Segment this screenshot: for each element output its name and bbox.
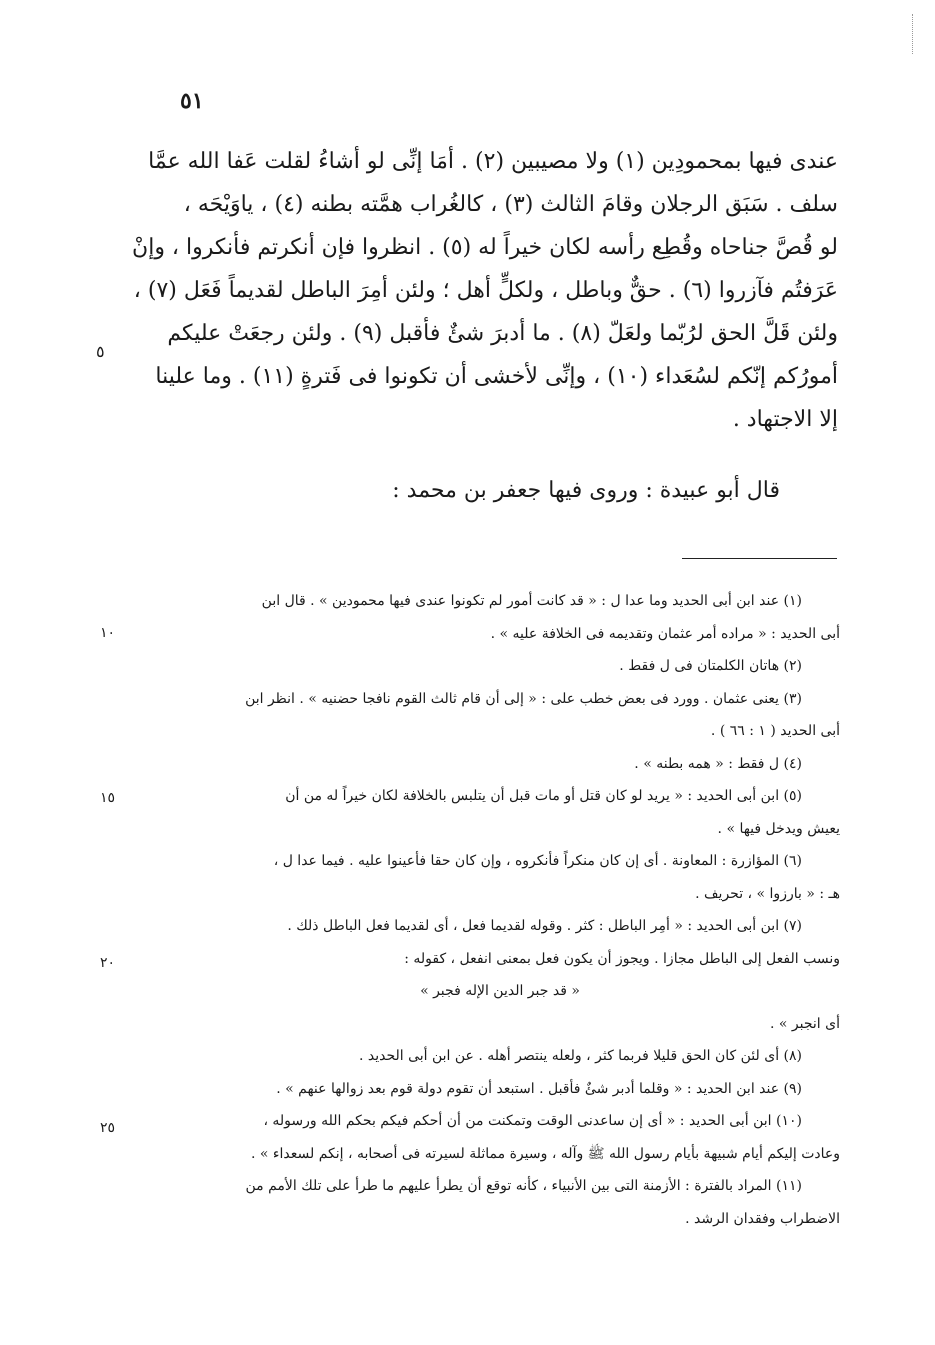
footnote-line: (٧) ابن أبى الحديد : « أمِر الباطل : كثر . وقوله لقديما فعل ، أى لقديما فعل الباطل ذلك . — [287, 918, 802, 934]
margin-line-number: ٥ — [96, 342, 105, 361]
footnote-line: أبى الحديد : « مراده أمر عثمان وتقديمه فى الخلافة عليه » . — [490, 625, 840, 642]
footnote-line: وعادت إليكم أيام شبيهة بأيام رسول الله ﷺ وآله ، وسيرة مماثلة لسيرته فى أصحابه ، إنكم لسعداء » . — [251, 1145, 840, 1162]
main-text-line: سلف . سَبَق الرجلان وقامَ الثالث (٣) ، كالغُراب همَّته بطنه (٤) ، ياوَيْحَه ، — [183, 192, 838, 217]
scan-mark — [912, 14, 915, 54]
main-text-line: لو قُصَّ جناحاه وقُطِع رأسه لكان خيراً له (٥) . انظروا فإن أنكرتم فأنكروا ، وإنْ — [132, 235, 838, 260]
closing-line: قال أبو عبيدة : وروى فيها جعفر بن محمد : — [392, 478, 780, 503]
margin-line-number: ٢٠ — [100, 955, 116, 971]
footnote-line: (٥) ابن أبى الحديد : « يريد لو كان قتل أو مات قبل أن يتلبس بالخلافة لكان خيراً له من أن — [285, 788, 802, 804]
footnote-line: (٩) عند ابن الحديد : « وقلما أدبر شئٌ فأقبل . استبعد أن تقوم دولة قوم بعد زوالها عنهم » . — [276, 1080, 802, 1097]
footnote-line: يعيش ويدخل فيها » . — [717, 820, 840, 837]
margin-line-number: ١٠ — [100, 625, 116, 641]
footnote-line: (٦) المؤازرة : المعاونة . أى إن كان منكراً فأنكروه ، وإن كان حقا فأعينوا عليه . فيما عدا ل ، — [273, 853, 802, 869]
footnote-line: الاضطراب وفقدان الرشد . — [685, 1210, 840, 1227]
margin-line-number: ١٥ — [100, 790, 116, 806]
footnote-line: أبى الحديد ( ١ : ٦٦ ) . — [710, 723, 840, 739]
footnote-separator — [682, 558, 837, 559]
footnote-line: (٨) أى لئن كان الحق قليلا فربما كثر ، ولعله ينتصر أهله . عن ابن أبى الحديد . — [358, 1048, 802, 1064]
footnote-line: (٤) ل فقط : « همه بطنه » . — [634, 755, 802, 772]
footnotes — [160, 585, 840, 1235]
main-text-line: عَرَفتُم فآزروا (٦) . حقٌّ وباطل ، ولكلٍّ أهل ؛ ولئن أمِرَ الباطل لقديماً فَعَل (٧) ، — [133, 278, 838, 303]
footnote-line: (١) عند ابن أبى الحديد وما عدا ل : « قد كانت أمور لم تكونوا عندى فيها محمودين » . قال ابن — [261, 593, 802, 609]
footnote-line: (١٠) ابن أبى الحديد : « أى إن ساعدنى الوقت وتمكنت من أن أحكم فيكم بحكم الله ورسوله ، — [263, 1113, 802, 1129]
main-text-line: عندى فيها بمحمودِين (١) ولا مصيبين (٢) . أمَا إنِّى لو أشاءُ لقلت عَفا الله عمَّا — [148, 149, 838, 174]
footnote-line: (٣) يعنى عثمان . وورد فى بعض خطب على : « إلى أن قام ثالث القوم نافجا حضنيه » . انظر ابن — [245, 690, 802, 707]
main-text — [132, 140, 838, 441]
footnote-line: (١١) المراد بالفترة : الأزمنة التى بين الأنبياء ، كأنه توقع أن يطرأ عليهم ما طرأ على تلك الأمم من — [245, 1178, 802, 1194]
main-text-line: إلا الاجتهاد . — [732, 407, 838, 432]
footnote-line: هـ : « بارزوا » ، تحريف . — [695, 885, 840, 902]
main-text-line: أمورُكم إنّكم لسُعَداء (١٠) ، وإنِّى لأخشى أن تكونوا فى فَترةٍ (١١) . وما علينا — [155, 364, 838, 389]
main-text-line: ولئن قَلَّ الحق لرُبّما ولعَلّ (٨) . ما أدبرَ شئٌ فأقبل (٩) . ولئن رجعَتْ عليكم — [167, 321, 838, 346]
page-number: ٥١ — [180, 88, 204, 114]
footnote-line: أى انجبر » . — [770, 1015, 840, 1032]
margin-line-number: ٢٥ — [100, 1120, 116, 1136]
footnote-verse: « قد جبر الدين الإله فجبر » — [420, 983, 580, 999]
footnote-line: ونسب الفعل إلى الباطل مجازا . ويجوز أن يكون فعل بمعنى انفعل ، كقوله : — [404, 950, 840, 967]
footnote-line: (٢) هاتان الكلمتان فى ل فقط . — [619, 658, 802, 674]
